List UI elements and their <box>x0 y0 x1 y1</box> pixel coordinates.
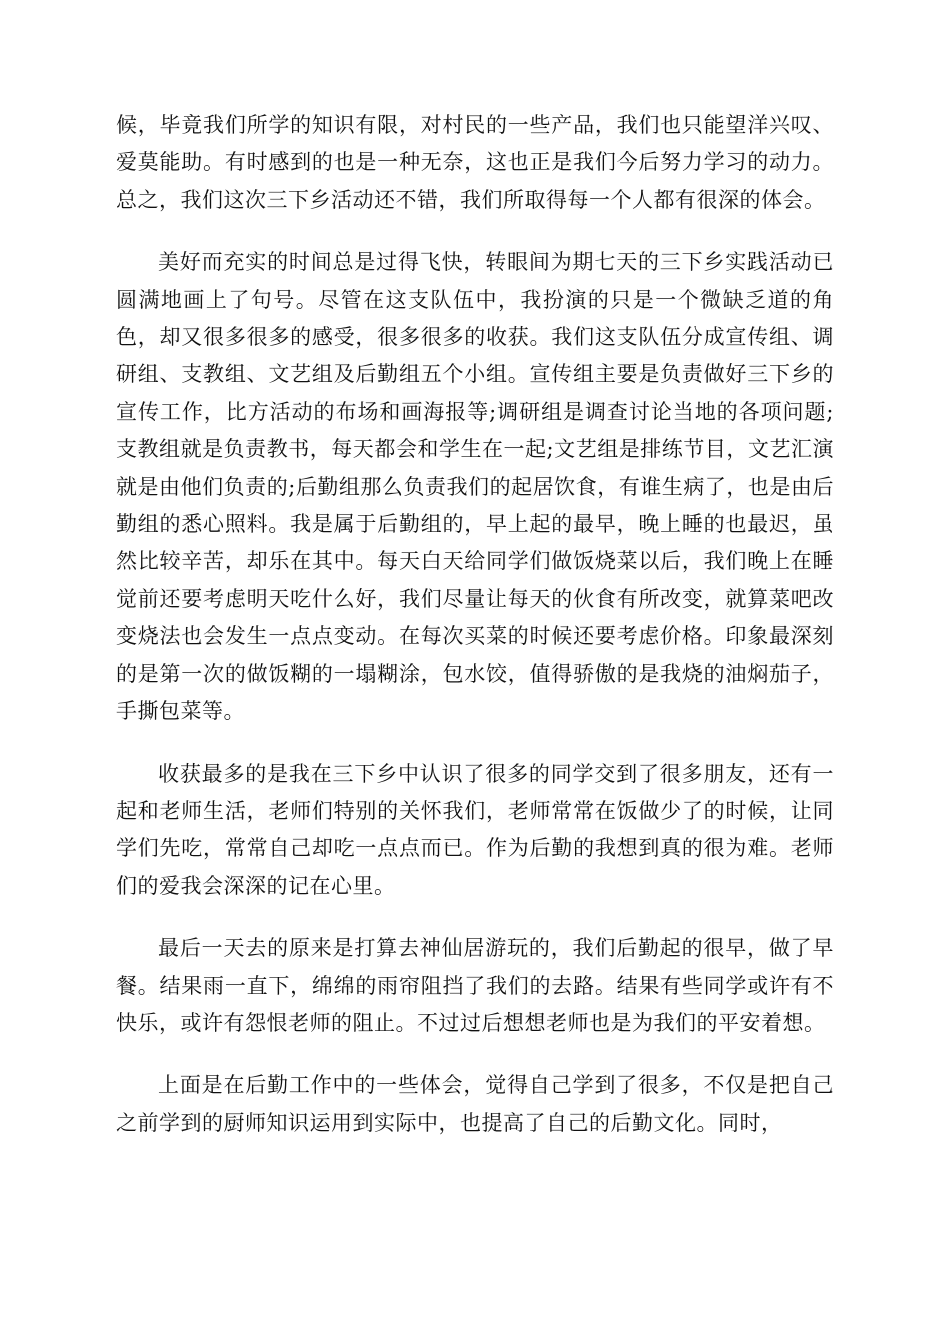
paragraph-logistics-team: 美好而充实的时间总是过得飞快，转眼间为期七天的三下乡实践活动已圆满地画上了句号。尽管在这支队伍中，我扮演的只是一个微缺乏道的角色，却又很多很多的感受，很多很多的收获。我们这支队伍分成宣传组、调研组、支教组、文艺组及后勤组五个小组。宣传组主要是负责做好三下乡的宣传工作，比方活动的布场和画海报等;调研组是调查讨论当地的各项问题;支教组就是负责教书，每天都会和学生在一起;文艺组是排练节目，文艺汇演就是由他们负责的;后勤组那么负责我们的起居饮食，有谁生病了，也是由后勤组的悉心照料。我是属于后勤组的，早上起的最早，晚上睡的也最迟，虽然比较辛苦，却乐在其中。每天白天给同学们做饭烧菜以后，我们晚上在睡觉前还要考虑明天吃什么好，我们尽量让每天的伙食有所改变，就算菜吧改变烧法也会发生一点点变动。在每次买菜的时候还要考虑价格。印象最深刻的是第一次的做饭糊的一塌糊涂，包水饺，值得骄傲的是我烧的油焖茄子，手撕包菜等。 <box>116 250 834 724</box>
paragraph-last-day: 最后一天去的原来是打算去神仙居游玩的，我们后勤起的很早，做了早餐。结果雨一直下，绵绵的雨帘阻挡了我们的去路。结果有些同学或许有不快乐，或许有怨恨老师的阻止。不过过后想想老师也是为我们的平安着想。 <box>116 936 834 1035</box>
paragraph-friends-teachers: 收获最多的是我在三下乡中认识了很多的同学交到了很多朋友，还有一起和老师生活，老师们特别的关怀我们，老师常常在饭做少了的时候，让同学们先吃，常常自己却吃一点点而已。作为后勤的我想到真的很为难。老师们的爱我会深深的记在心里。 <box>116 761 834 898</box>
document-body <box>116 107 834 1167</box>
paragraph-continuation: 候，毕竟我们所学的知识有限，对村民的一些产品，我们也只能望洋兴叹、爱莫能助。有时感到的也是一种无奈，这也正是我们今后努力学习的动力。总之，我们这次三下乡活动还不错，我们所取得每一个人都有很深的体会。 <box>116 113 834 212</box>
paragraph-summary: 上面是在后勤工作中的一些体会，觉得自己学到了很多，不仅是把自己之前学到的厨师知识运用到实际中，也提高了自己的后勤文化。同时， <box>116 1073 834 1135</box>
